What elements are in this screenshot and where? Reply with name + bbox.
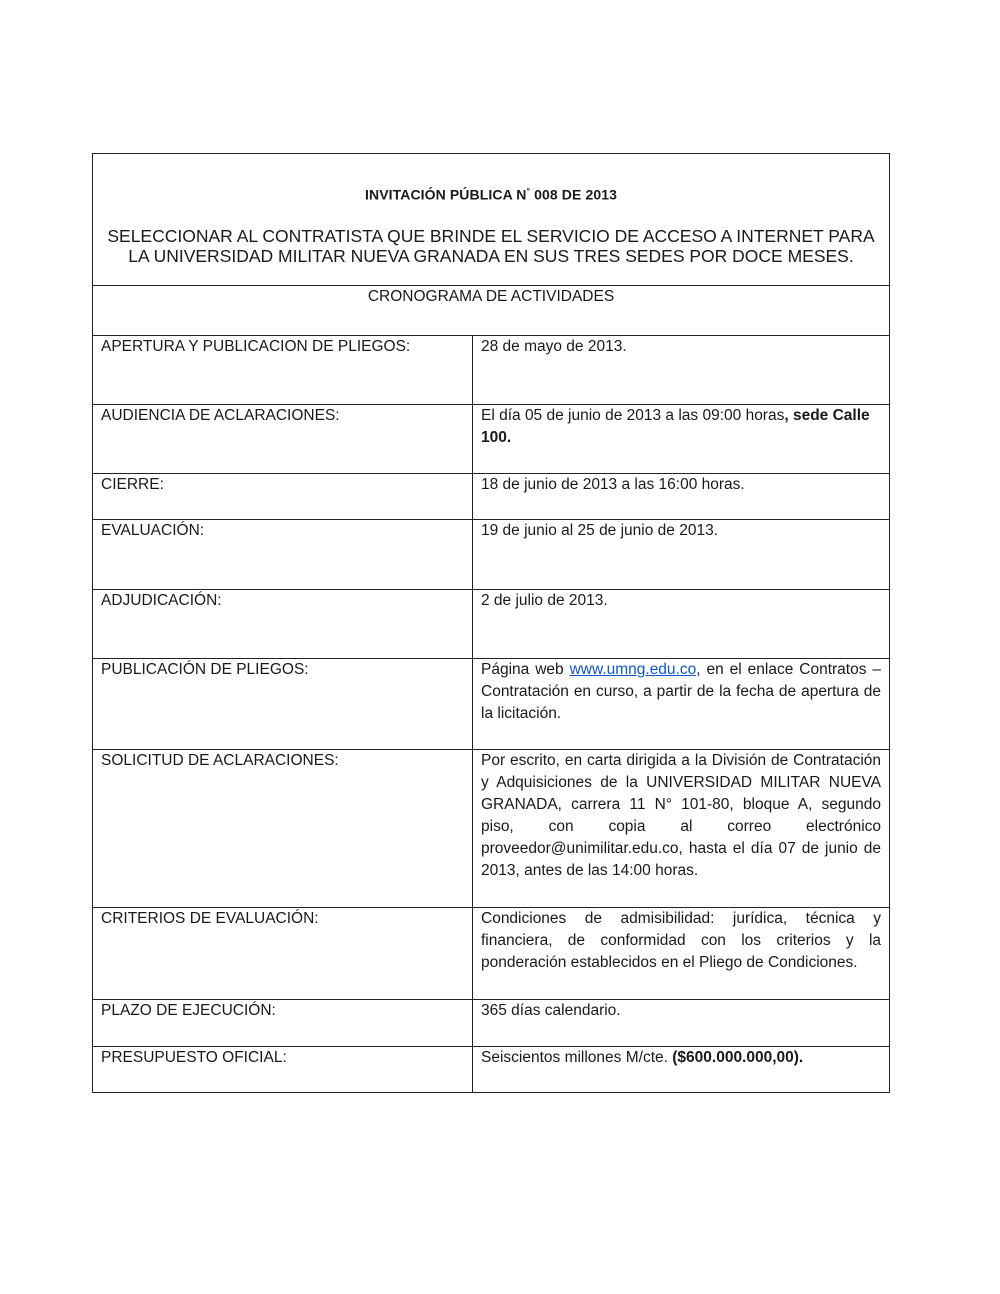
- invitation-subject: SELECCIONAR AL CONTRATISTA QUE BRINDE EL SERVICIO DE ACCESO A INTERNET PARA LA UNIVERSIDAD MILITAR NUEVA GRANADA EN SUS TRES SEDES POR DOCE MESES.: [107, 225, 875, 266]
- row-label: CRITERIOS DE EVALUACIÓN:: [93, 908, 473, 1000]
- row-value: 19 de junio al 25 de junio de 2013.: [473, 520, 890, 590]
- row-value: Por escrito, en carta dirigida a la División de Contratación y Adquisiciones de la UNIVERSIDAD MILITAR NUEVA GRANADA, carrera 11 N° 101-80, bloque A, segundo piso, con copia al correo electrónico proveedor@unimilitar.edu.co, hasta el día 07 de junio de 2013, antes de las 14:00 horas.: [473, 750, 890, 908]
- row-value: 365 días calendario.: [473, 1000, 890, 1047]
- row-value: Seiscientos millones M/cte. ($600.000.000,00).: [473, 1047, 890, 1093]
- row-label: PLAZO DE EJECUCIÓN:: [93, 1000, 473, 1047]
- row-value: Condiciones de admisibilidad: jurídica, técnica y financiera, de conformidad con los criterios y la ponderación establecidos en el Pliego de Condiciones.: [473, 908, 890, 1000]
- table-row: [93, 1000, 890, 1047]
- header-row: [93, 154, 890, 286]
- header-cell: [93, 154, 890, 286]
- table-row: [93, 405, 890, 474]
- table-row: [93, 908, 890, 1000]
- row-label: CIERRE:: [93, 474, 473, 520]
- table-row: [93, 590, 890, 659]
- row-value: Página web www.umng.edu.co, en el enlace Contratos – Contratación en curso, a partir de la fecha de apertura de la licitación.: [473, 659, 890, 750]
- table-row: [93, 750, 890, 908]
- row-label: EVALUACIÓN:: [93, 520, 473, 590]
- row-value: 2 de julio de 2013.: [473, 590, 890, 659]
- schedule-title-row: [93, 286, 890, 336]
- row-value: 28 de mayo de 2013.: [473, 336, 890, 405]
- row-label: ADJUDICACIÓN:: [93, 590, 473, 659]
- row-value: 18 de junio de 2013 a las 16:00 horas.: [473, 474, 890, 520]
- schedule-document-table: [92, 153, 890, 1093]
- row-label: APERTURA Y PUBLICACION DE PLIEGOS:: [93, 336, 473, 405]
- table-row: [93, 659, 890, 750]
- row-label: PUBLICACIÓN DE PLIEGOS:: [93, 659, 473, 750]
- schedule-title: CRONOGRAMA DE ACTIVIDADES: [93, 286, 890, 336]
- row-label: AUDIENCIA DE ACLARACIONES:: [93, 405, 473, 474]
- table-row: [93, 474, 890, 520]
- table-row: [93, 1047, 890, 1093]
- row-label: SOLICITUD DE ACLARACIONES:: [93, 750, 473, 908]
- invitation-title: INVITACIÓN PÚBLICA N° 008 DE 2013: [365, 186, 617, 203]
- row-label: PRESUPUESTO OFICIAL:: [93, 1047, 473, 1093]
- table-row: [93, 520, 890, 590]
- row-value: El día 05 de junio de 2013 a las 09:00 horas, sede Calle 100.: [473, 405, 890, 474]
- table-row: [93, 336, 890, 405]
- umng-website-link[interactable]: www.umng.edu.co: [569, 661, 697, 678]
